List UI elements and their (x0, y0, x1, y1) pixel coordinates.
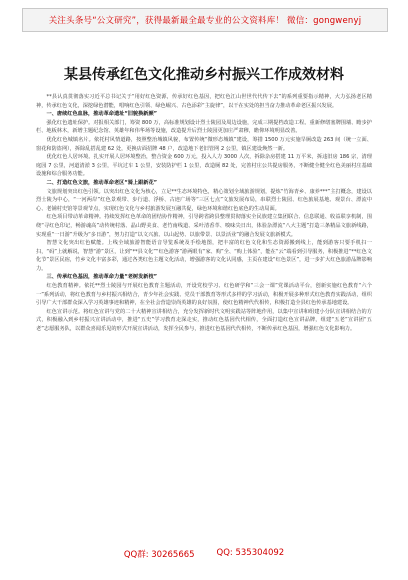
body-paragraph: 红色宣讲示范。将红色宣讲与党的二十大精神宣讲相结合，充分发挥新时代文明实践站等阵地作用，以集中宣讲和组建小分队宣讲相结合的方式，积极融入到乡村振兴宣讲活动中，推进“五史”学习教育走深走实，推动红色基因代代相传，全面打造红色宣讲品牌，组建“五老”宣讲团“五老”志愿服务队，以群众喜闻乐见的形式开展宣讲活动，发挥全民参与，推进红色基因代代相传，不断传承红色基因，增强红色文化影响力。 (36, 308, 372, 333)
footer-qq-id: QQ: 535304092 (216, 548, 285, 558)
footer-qq-group: QQ群: 30265665 (123, 550, 195, 560)
body-paragraph: 红色教育精神。依托**烈士陵园与开展红色教育主题活动，开设党校学习、红色研学和“三会一课”党课活动平台，创新实施红色教育“六个一”系列活动，将红色教育与乡村振兴相结合，青少年社会实践、党员干部教育等形式多样的学习活动，积极开展多种形式红色教育实践活动，组织引导广大干部群众深入学习英雄事迹和精神，在全社会营造崇尚英雄的良好氛围，使红色精神代代相传，积极打造全县红色传承基地建设。 (36, 283, 372, 307)
body-paragraph: 智慧文化突出红色赋能。上线全域旅游智能语音导览系统及手绘地图，把丰富的红色文化和生态资源搬到线上，能到游客只要手机扫一扫，“码”上就解说，智慧“游”景区，让到“**县文化”“红色游客”游两眼有“家、购”全、“购上体验”，能在“云”端看到引导服务，积极推进“**红色文化节”景区民宿，竹乡文化丰富多彩，通过各类红色主题文化活动，增强游客的文化认同感，主页在建设“红色景区”，进一步扩大红色旅游品牌影响力。 (36, 240, 372, 272)
section-heading: 一、唐续红色血脉，推动革命遗址“旧貌换新颜” (46, 111, 158, 118)
top-banner (22, 8, 388, 32)
body-paragraph: 文旅规划突出红色引领。以突出红色文化为核心，立足**生态环境特色，精心策划全域旅游规划，提炼“竹海青乡、康养***”主打概念，建设以烈士陵为中心，“一河两岸”红色景观带、步行道、浮桥、古迹广场等“三区七点”文旅发展布局，串联烈士陵园、红色旅展基地、观景台、漂流中心、老铺村史馆等景观节点，实现红色文化与乡村旅游发展互融共促，绿色环境和谐红色底色的生动局面。 (36, 188, 372, 212)
body-paragraph: 红色项目带动革命精神。持续发挥红色革命的团结协作精神，引导跨省跨县整理贯彻落实全民族建立集团联合、信息联通、收益联享机制，围绕“寻红色印记，畅游魂高”动传统村落、晶山野美食、老竹南线道、采叶清香萃、嗅味尖日出，体验杂漂流“八大主题”打造三条精品文旅新线路，实现重“一日游”升级为“多日游”，努力打造“以文兴旅、以山起势、以旅带景、以景活业”的融合发展文旅新模式。 (36, 214, 372, 238)
document-body (36, 93, 372, 533)
document-title: 某县传承红色文化推动乡村振兴工作成效材料 (64, 67, 344, 83)
body-paragraph: 优化红色城镇名片。依托村风情道路，按照整治城镇风貌，布置传统“微形态城镇”建设，筹措 1500 万元实施旱厕改造 263 间（统一立面、窗花和防盗网），拆除乱搭乱建 62 处，更换店面招牌 48 户，改造地下老旧管网 2 公里，镇区建设焕然一新。 (36, 136, 372, 152)
section-heading: 三、传承红色基因，推动革命力量“老树发新枝” (46, 274, 158, 281)
footer (0, 548, 408, 562)
body-paragraph: 强化红色遗址保护。对报相关部门，筹资 800 万，高标准规划设计烈士陵园及周边设施，完成三期提档改造工程。重新修缮塞牌围墙、瞻步护栏、地板林木，新增主题纪念馆、英雄年和伟华场等设施，改造提升后烈士陵园更加庄严肃穆，瞻仰环境明显改善。 (36, 119, 372, 135)
body-paragraph: 优化红色人居环境。扎实开展人居环境整治，整合资金 600 万元，投入人力 3000 人次，拆除杂房搭建 11 万平米，拆违旧房 186 宗，清理庭园 7 公里，河道清淤 3 公里，平坑过车 1 公里，安装防护栏 1 公里，改造厕 82 处，完善村庄公共提房服务，不断健全健全红色美丽村庄基础设施和综合服务功能。 (36, 154, 372, 178)
body-paragraph: **县认真贯彻落实习近平总书记关于“用好红色资源，传承好红色基因，把红色江山世世代代传下去”的系列重要指示精神，大力弘扬老区精神，传承红色文化，深挖绿色潜能，唱响红色引领、绿色崛兴、古色添彩“主旋律”，以干在实处的担当奋力推动革命老区振兴发展。 (36, 94, 372, 109)
section-heading: 二、打造红色文旅，推动革命老区“骑上跟新花” (46, 179, 158, 186)
banner-text: 关注头条号“公文研究”，获得最新最全最专业的公文资料库！ 微信：gongwenyj (48, 16, 362, 26)
